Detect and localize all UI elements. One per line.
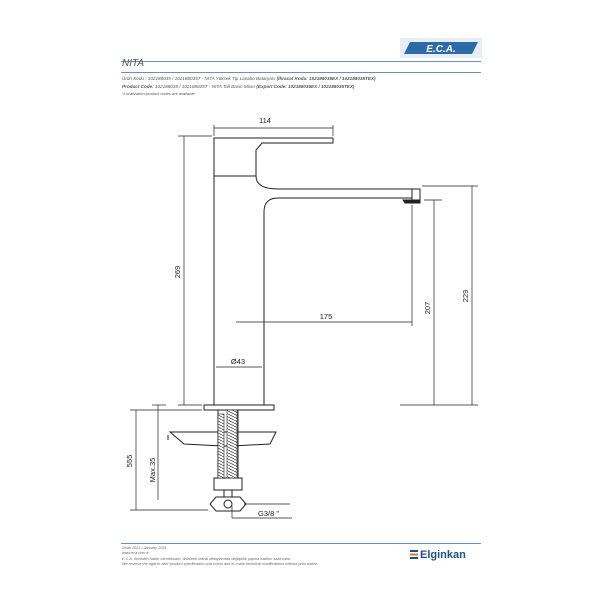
- en-export: (Export Code: 102188035EX / 102188035TEX): [256, 84, 355, 89]
- dim-spout-height: 207: [423, 301, 432, 315]
- en-label: Product Code:: [122, 84, 154, 89]
- elginkan-mark-icon: [410, 550, 418, 559]
- dim-width-top: 114: [259, 116, 271, 125]
- threaded-rod: [218, 414, 224, 478]
- en-text: 102188035 / 102188035T - NITA Tall Basin Mixer: [154, 84, 256, 89]
- dim-under-length: 555: [125, 454, 134, 468]
- faucet-outline: [168, 138, 420, 511]
- tr-text: : 102188035 / 102188035T - NITA Yüksek Tip Lavabo Bataryası: [145, 76, 276, 81]
- dim-thread: G3/8 ": [258, 509, 280, 518]
- info-note: *Localization product codes are available.: [122, 91, 196, 96]
- dim-max-thickness: Max.35: [148, 457, 157, 483]
- threaded-pipe: [227, 410, 237, 478]
- tr-label: Ürün Kodu: [122, 76, 144, 81]
- dim-spout-reach: 175: [319, 312, 333, 321]
- footer-date: Ocak 2021 / January 2021: [122, 546, 167, 550]
- dim-height-left: 269: [173, 265, 182, 279]
- dimension-lines: [130, 125, 478, 518]
- elginkan-logo: [410, 549, 466, 561]
- footer-rule: [121, 543, 481, 544]
- footer-notice-tr: E.C.A. önceden haber vermeksizin, ürünlerin teknik detaylarında değişiklik yapma hakkını saklı tutar.: [122, 557, 291, 561]
- brand-name: Elginkan: [420, 549, 466, 561]
- dim-body-diameter: Ø43: [230, 357, 246, 366]
- product-name: NITA: [122, 58, 145, 69]
- dim-total-height: 229: [461, 289, 470, 303]
- footer-website: www.eca.com.tr: [122, 551, 149, 555]
- footer-notice-en: We reserve the right to alter product specification and colors and to make technical modifications without prior notice.: [122, 562, 319, 566]
- tr-export: (İhracat Kodu: 102188035EX / 102188035TEX): [276, 76, 376, 81]
- svg-text:E.C.A.: E.C.A.: [426, 44, 456, 55]
